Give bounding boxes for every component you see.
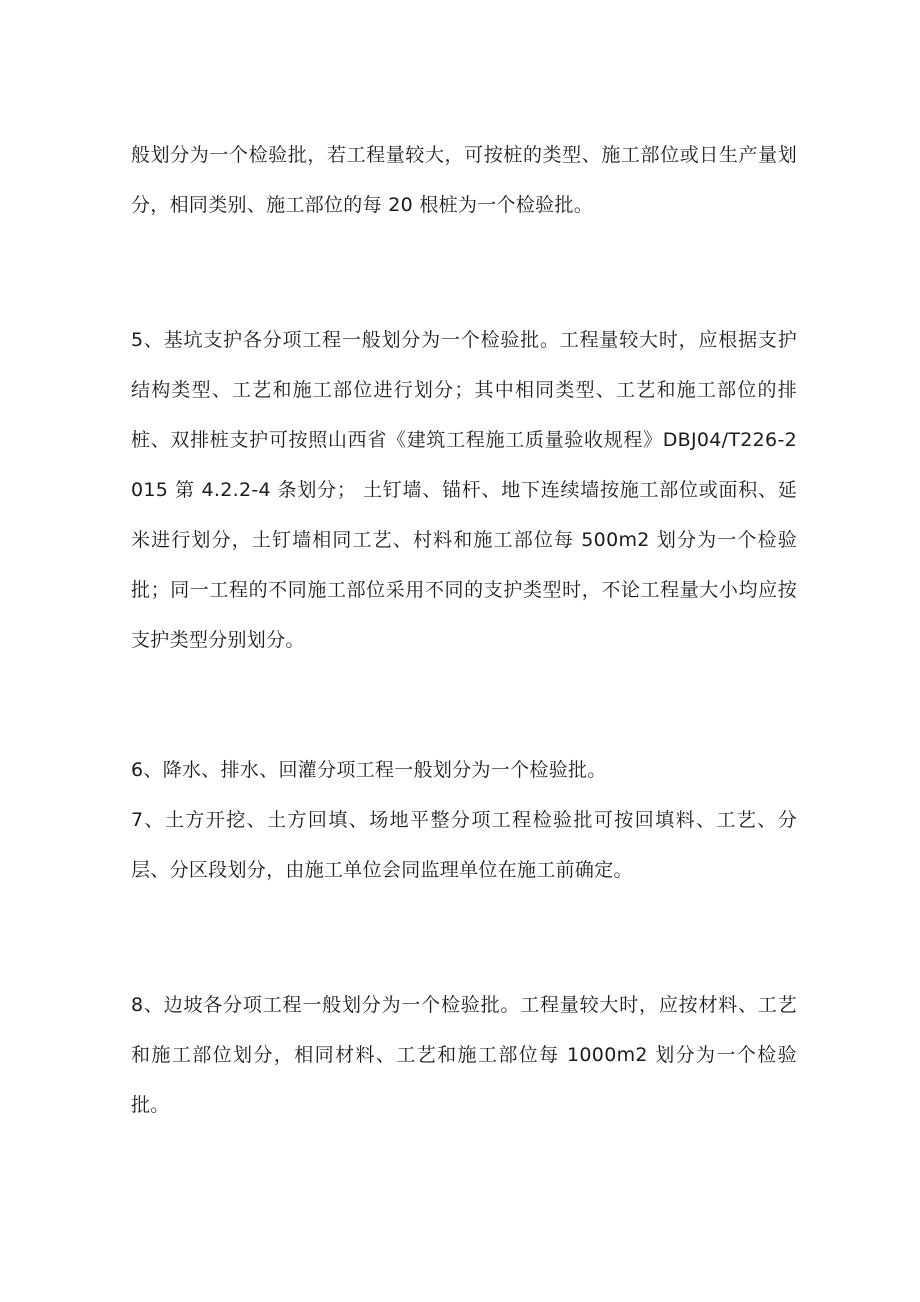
paragraph-item-6: 6、降水、排水、回灌分项工程一般划分为一个检验批。	[131, 759, 607, 781]
paragraph-item-7: 7、土方开挖、土方回填、场地平整分项工程检验批可按回填料、工艺、分层、分区段划分，由施工单位会同监理单位在施工前确定。	[131, 809, 797, 881]
paragraph-item-5: 5、基坑支护各分项工程一般划分为一个检验批。工程量较大时，应根据支护结构类型、工艺和施工部位进行划分；其中相同类型、工艺和施工部位的排桩、双排桩支护可按照山西省《建筑工程施工质量验收规程》DBJ04/T226-2015 第 4.2.2-4 条划分； 土钉墙、锚杆、地下连续墙按施工部位或面积、延米进行划分，土钉墙相同工艺、村料和施工部位每 500m2 划分为一个检验批；同一工程的不同施工部位采用不同的支护类型时，不论工程量大小均应按支护类型分别划分。	[131, 329, 797, 651]
paragraph-item-8: 8、边坡各分项工程一般划分为一个检验批。工程量较大时，应按材料、工艺和施工部位划分，相同材料、工艺和施工部位每 1000m2 划分为一个检验批。	[131, 994, 797, 1116]
paragraph-continuation: 般划分为一个检验批，若工程量较大，可按桩的类型、施工部位或日生产量划分，相同类别、施工部位的每 20 根桩为一个检验批。	[131, 144, 797, 216]
